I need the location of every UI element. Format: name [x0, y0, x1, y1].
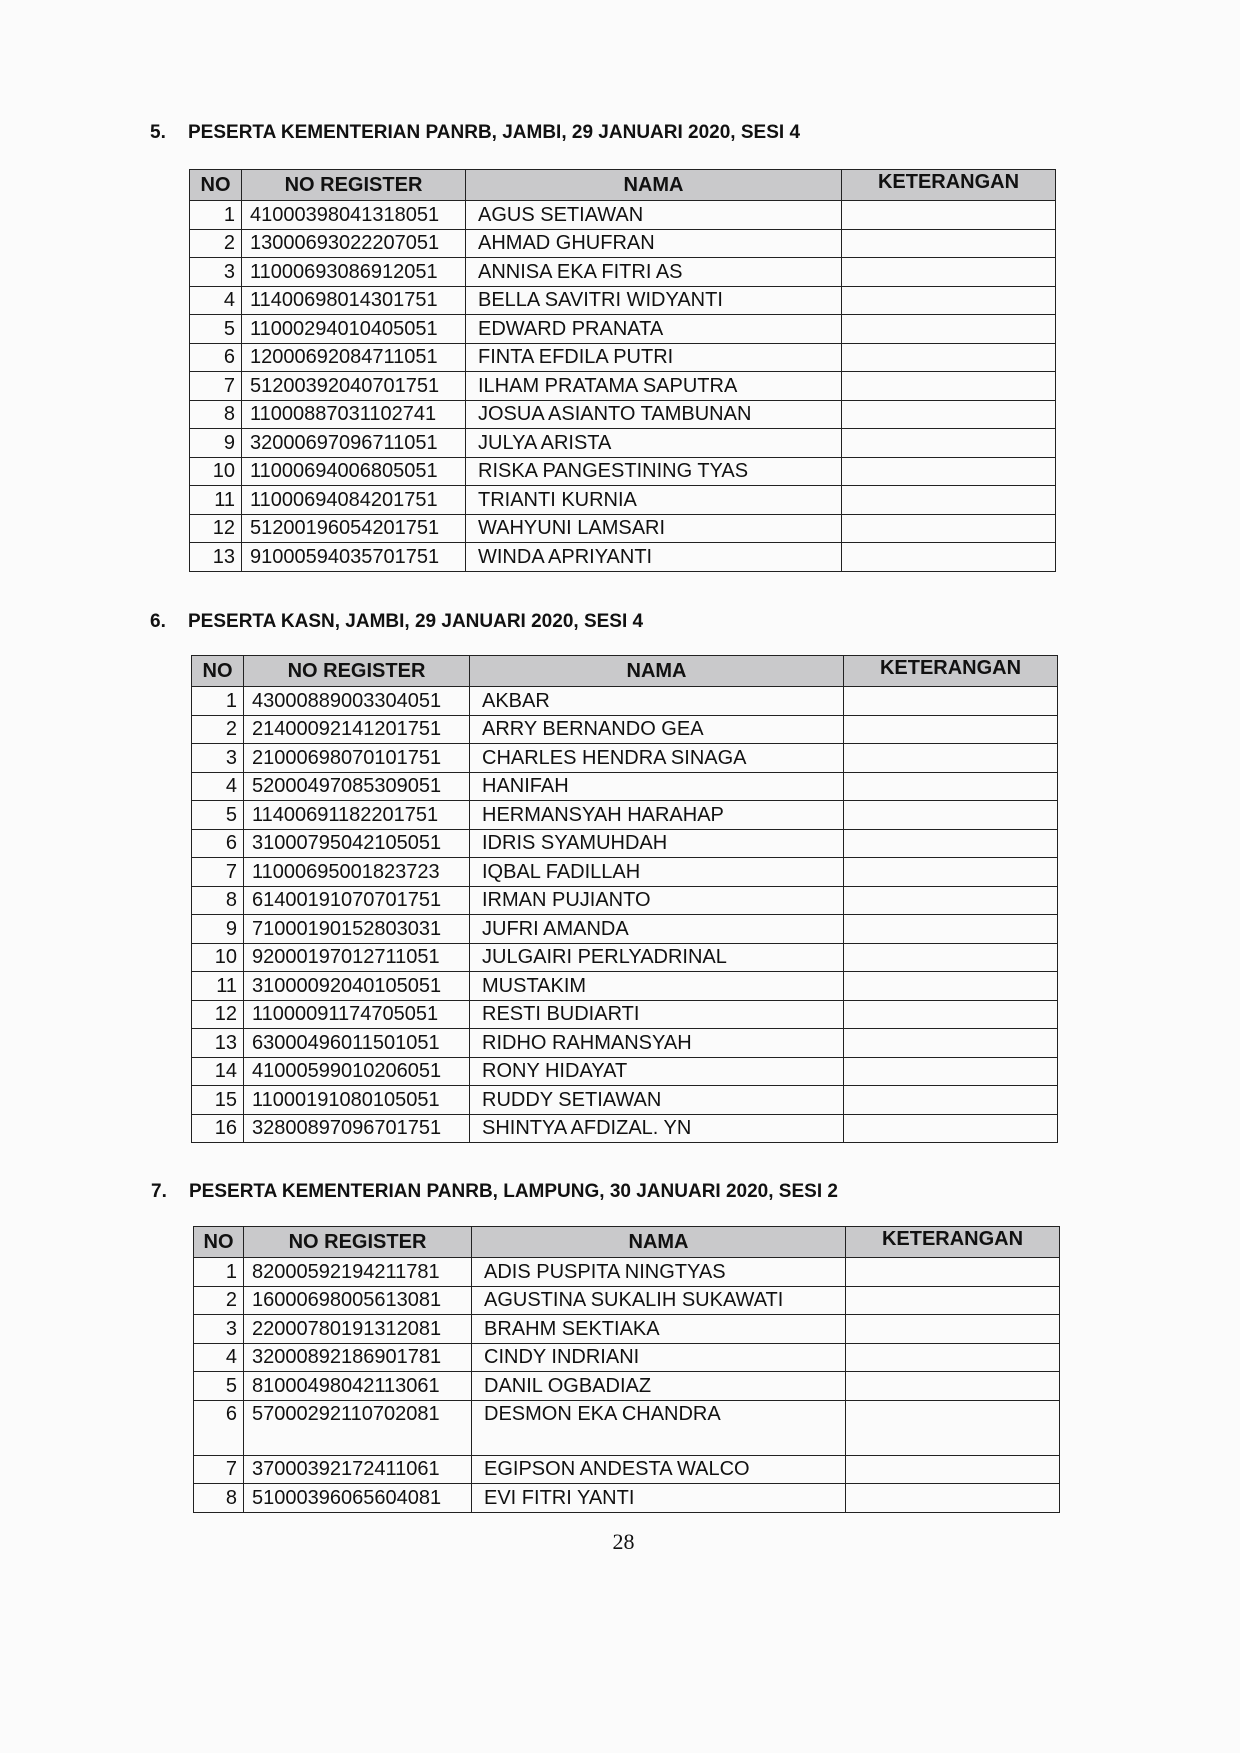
row-number: 6 [190, 343, 242, 372]
table-row [192, 1029, 1058, 1058]
row-number: 16 [192, 1114, 244, 1143]
register-number: 11000693086912051 [242, 258, 466, 287]
keterangan-cell [844, 972, 1058, 1001]
keterangan-cell [844, 943, 1058, 972]
keterangan-cell [846, 1455, 1060, 1484]
keterangan-cell [846, 1484, 1060, 1513]
table-row [194, 1315, 1060, 1344]
row-number: 3 [190, 258, 242, 287]
participant-name: IDRIS SYAMUHDAH [470, 829, 844, 858]
keterangan-cell [842, 258, 1056, 287]
row-number: 12 [190, 514, 242, 543]
table-row [192, 915, 1058, 944]
participant-name: DANIL OGBADIAZ [472, 1372, 846, 1401]
row-number: 10 [190, 457, 242, 486]
keterangan-cell [842, 543, 1056, 572]
register-number: 22000780191312081 [244, 1315, 472, 1344]
register-number: 11000887031102741 [242, 400, 466, 429]
row-number: 2 [194, 1286, 244, 1315]
page-number: 28 [612, 1529, 635, 1554]
participant-name: RONY HIDAYAT [470, 1057, 844, 1086]
header-register: NO REGISTER [244, 656, 470, 687]
row-number: 9 [190, 429, 242, 458]
keterangan-cell [844, 1086, 1058, 1115]
participants-table-6 [191, 655, 1058, 1143]
section-number: 6. [150, 611, 166, 632]
header-keterangan: KETERANGAN [844, 656, 1058, 687]
participant-name: HERMANSYAH HARAHAP [470, 801, 844, 830]
table-row [192, 972, 1058, 1001]
row-number: 1 [194, 1258, 244, 1287]
register-number: 37000392172411061 [244, 1455, 472, 1484]
keterangan-cell [844, 1029, 1058, 1058]
keterangan-cell [844, 772, 1058, 801]
participant-name: RUDDY SETIAWAN [470, 1086, 844, 1115]
register-number: 31000795042105051 [244, 829, 470, 858]
register-number: 81000498042113061 [244, 1372, 472, 1401]
register-number: 11000294010405051 [242, 315, 466, 344]
section-number: 7. [151, 1181, 167, 1202]
participant-name: AHMAD GHUFRAN [466, 229, 842, 258]
table-header-row [190, 170, 1056, 201]
register-number: 11000694006805051 [242, 457, 466, 486]
participant-name: IRMAN PUJIANTO [470, 886, 844, 915]
table-row [192, 687, 1058, 716]
header-nama: NAMA [472, 1227, 846, 1258]
keterangan-cell [842, 429, 1056, 458]
participant-name: WAHYUNI LAMSARI [466, 514, 842, 543]
participant-name: ILHAM PRATAMA SAPUTRA [466, 372, 842, 401]
table-row [190, 514, 1056, 543]
table-row [192, 1086, 1058, 1115]
register-number: 31000092040105051 [244, 972, 470, 1001]
header-no: NO [194, 1227, 244, 1258]
participant-name: EVI FITRI YANTI [472, 1484, 846, 1513]
table-row [192, 715, 1058, 744]
keterangan-cell [844, 886, 1058, 915]
keterangan-cell [842, 457, 1056, 486]
register-number: 52000497085309051 [244, 772, 470, 801]
table-row [190, 201, 1056, 230]
register-number: 13000693022207051 [242, 229, 466, 258]
keterangan-cell [844, 829, 1058, 858]
register-number: 41000599010206051 [244, 1057, 470, 1086]
participant-name: RIDHO RAHMANSYAH [470, 1029, 844, 1058]
register-number: 51200196054201751 [242, 514, 466, 543]
table-row [192, 744, 1058, 773]
keterangan-cell [842, 343, 1056, 372]
keterangan-cell [844, 687, 1058, 716]
row-number: 13 [192, 1029, 244, 1058]
participant-name: WINDA APRIYANTI [466, 543, 842, 572]
keterangan-cell [842, 372, 1056, 401]
table-row [190, 486, 1056, 515]
table-row [194, 1400, 1060, 1455]
row-number: 7 [192, 858, 244, 887]
keterangan-cell [842, 514, 1056, 543]
participant-name: IQBAL FADILLAH [470, 858, 844, 887]
table-row [192, 943, 1058, 972]
register-number: 51000396065604081 [244, 1484, 472, 1513]
keterangan-cell [846, 1372, 1060, 1401]
participant-name: CHARLES HENDRA SINAGA [470, 744, 844, 773]
register-number: 43000889003304051 [244, 687, 470, 716]
register-number: 21400092141201751 [244, 715, 470, 744]
section-number: 5. [150, 122, 166, 143]
row-number: 8 [194, 1484, 244, 1513]
register-number: 41000398041318051 [242, 201, 466, 230]
keterangan-cell [844, 744, 1058, 773]
participant-name: ANNISA EKA FITRI AS [466, 258, 842, 287]
participant-name: ARRY BERNANDO GEA [470, 715, 844, 744]
row-number: 12 [192, 1000, 244, 1029]
register-number: 32000892186901781 [244, 1343, 472, 1372]
keterangan-cell [844, 1057, 1058, 1086]
table-row [194, 1286, 1060, 1315]
table-row [190, 258, 1056, 287]
keterangan-cell [844, 915, 1058, 944]
row-number: 4 [194, 1343, 244, 1372]
keterangan-cell [842, 400, 1056, 429]
row-number: 8 [192, 886, 244, 915]
participant-name: AKBAR [470, 687, 844, 716]
header-no: NO [192, 656, 244, 687]
section-heading: PESERTA KEMENTERIAN PANRB, JAMBI, 29 JANUARI 2020, SESI 4 [188, 122, 801, 143]
section-heading: PESERTA KEMENTERIAN PANRB, LAMPUNG, 30 JANUARI 2020, SESI 2 [189, 1181, 838, 1202]
register-number: 21000698070101751 [244, 744, 470, 773]
participant-name: MUSTAKIM [470, 972, 844, 1001]
table-header-row [192, 656, 1058, 687]
participant-name: JOSUA ASIANTO TAMBUNAN [466, 400, 842, 429]
header-register: NO REGISTER [244, 1227, 472, 1258]
register-number: 91000594035701751 [242, 543, 466, 572]
keterangan-cell [842, 229, 1056, 258]
row-number: 14 [192, 1057, 244, 1086]
register-number: 51200392040701751 [242, 372, 466, 401]
row-number: 9 [192, 915, 244, 944]
keterangan-cell [842, 315, 1056, 344]
table-row [190, 372, 1056, 401]
keterangan-cell [846, 1286, 1060, 1315]
table-row [192, 1114, 1058, 1143]
participant-name: DESMON EKA CHANDRA [472, 1400, 846, 1455]
row-number: 2 [190, 229, 242, 258]
keterangan-cell [842, 486, 1056, 515]
register-number: 11000191080105051 [244, 1086, 470, 1115]
participant-name: CINDY INDRIANI [472, 1343, 846, 1372]
table-header-row [194, 1227, 1060, 1258]
header-keterangan: KETERANGAN [842, 170, 1056, 201]
participant-name: ADIS PUSPITA NINGTYAS [472, 1258, 846, 1287]
table-row [194, 1372, 1060, 1401]
row-number: 4 [192, 772, 244, 801]
row-number: 13 [190, 543, 242, 572]
register-number: 92000197012711051 [244, 943, 470, 972]
header-keterangan: KETERANGAN [846, 1227, 1060, 1258]
table-row [190, 315, 1056, 344]
table-row [190, 543, 1056, 572]
section-6-title [150, 611, 643, 633]
table-row [192, 801, 1058, 830]
row-number: 3 [192, 744, 244, 773]
participant-name: JULGAIRI PERLYADRINAL [470, 943, 844, 972]
header-nama: NAMA [470, 656, 844, 687]
row-number: 15 [192, 1086, 244, 1115]
table-row [190, 429, 1056, 458]
participant-name: RESTI BUDIARTI [470, 1000, 844, 1029]
participant-name: EDWARD PRANATA [466, 315, 842, 344]
row-number: 1 [192, 687, 244, 716]
register-number: 32800897096701751 [244, 1114, 470, 1143]
table-row [190, 400, 1056, 429]
section-heading: PESERTA KASN, JAMBI, 29 JANUARI 2020, SESI 4 [188, 611, 644, 632]
participant-name: FINTA EFDILA PUTRI [466, 343, 842, 372]
table-row [192, 858, 1058, 887]
row-number: 6 [194, 1400, 244, 1455]
participant-name: HANIFAH [470, 772, 844, 801]
table-row [190, 457, 1056, 486]
participant-name: SHINTYA AFDIZAL. YN [470, 1114, 844, 1143]
register-number: 57000292110702081 [244, 1400, 472, 1455]
table-row [194, 1484, 1060, 1513]
table-row [190, 286, 1056, 315]
register-number: 71000190152803031 [244, 915, 470, 944]
register-number: 11400698014301751 [242, 286, 466, 315]
row-number: 3 [194, 1315, 244, 1344]
participant-name: TRIANTI KURNIA [466, 486, 842, 515]
participant-name: RISKA PANGESTINING TYAS [466, 457, 842, 486]
participant-name: AGUSTINA SUKALIH SUKAWATI [472, 1286, 846, 1315]
row-number: 5 [192, 801, 244, 830]
keterangan-cell [846, 1343, 1060, 1372]
participant-name: EGIPSON ANDESTA WALCO [472, 1455, 846, 1484]
row-number: 11 [192, 972, 244, 1001]
participant-name: BELLA SAVITRI WIDYANTI [466, 286, 842, 315]
register-number: 82000592194211781 [244, 1258, 472, 1287]
table-row [194, 1343, 1060, 1372]
table-row [192, 1057, 1058, 1086]
keterangan-cell [844, 801, 1058, 830]
keterangan-cell [844, 715, 1058, 744]
header-nama: NAMA [466, 170, 842, 201]
table-row [194, 1258, 1060, 1287]
keterangan-cell [844, 858, 1058, 887]
table-row [192, 772, 1058, 801]
keterangan-cell [842, 201, 1056, 230]
header-no: NO [190, 170, 242, 201]
row-number: 7 [194, 1455, 244, 1484]
keterangan-cell [846, 1258, 1060, 1287]
register-number: 11000695001823723 [244, 858, 470, 887]
table-row [192, 829, 1058, 858]
register-number: 61400191070701751 [244, 886, 470, 915]
header-register: NO REGISTER [242, 170, 466, 201]
table-row [192, 886, 1058, 915]
participant-name: BRAHM SEKTIAKA [472, 1315, 846, 1344]
keterangan-cell [846, 1315, 1060, 1344]
participants-table-5 [189, 169, 1056, 572]
register-number: 11000091174705051 [244, 1000, 470, 1029]
table-row [190, 229, 1056, 258]
row-number: 11 [190, 486, 242, 515]
register-number: 11000694084201751 [242, 486, 466, 515]
table-row [190, 343, 1056, 372]
table-row [192, 1000, 1058, 1029]
register-number: 11400691182201751 [244, 801, 470, 830]
register-number: 63000496011501051 [244, 1029, 470, 1058]
row-number: 5 [194, 1372, 244, 1401]
row-number: 6 [192, 829, 244, 858]
section-7-title [151, 1181, 838, 1203]
participant-name: JULYA ARISTA [466, 429, 842, 458]
register-number: 32000697096711051 [242, 429, 466, 458]
row-number: 10 [192, 943, 244, 972]
register-number: 16000698005613081 [244, 1286, 472, 1315]
keterangan-cell [842, 286, 1056, 315]
section-5-title [150, 122, 800, 144]
participants-table-7 [193, 1226, 1060, 1513]
row-number: 5 [190, 315, 242, 344]
keterangan-cell [844, 1000, 1058, 1029]
register-number: 12000692084711051 [242, 343, 466, 372]
row-number: 1 [190, 201, 242, 230]
row-number: 4 [190, 286, 242, 315]
participant-name: AGUS SETIAWAN [466, 201, 842, 230]
row-number: 2 [192, 715, 244, 744]
table-row [194, 1455, 1060, 1484]
participant-name: JUFRI AMANDA [470, 915, 844, 944]
keterangan-cell [846, 1400, 1060, 1455]
keterangan-cell [844, 1114, 1058, 1143]
row-number: 8 [190, 400, 242, 429]
row-number: 7 [190, 372, 242, 401]
